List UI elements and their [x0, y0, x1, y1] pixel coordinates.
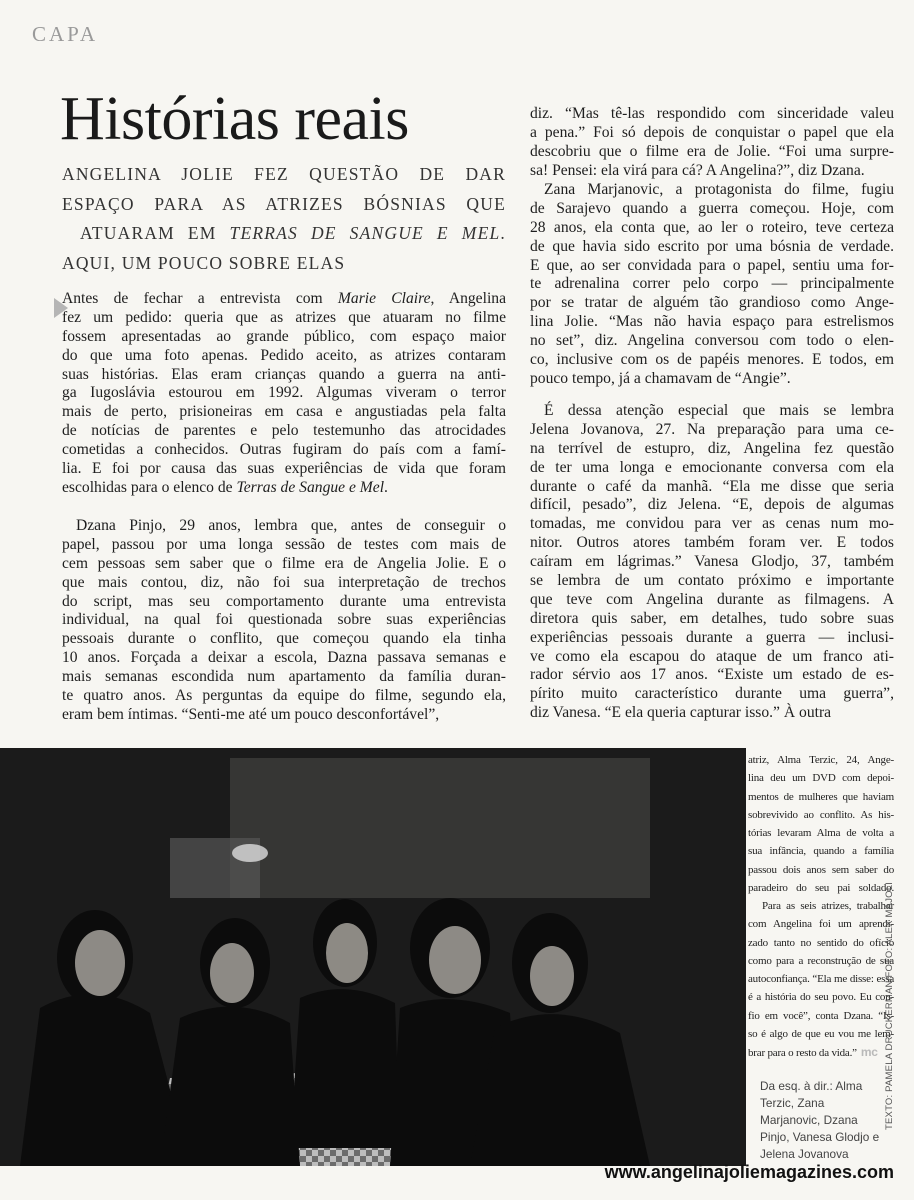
text-line-content: diretora quis saber, em detalhes, tudo sobre suas	[530, 609, 894, 627]
text-line	[530, 124, 894, 143]
text-line	[748, 788, 894, 806]
section-label: CAPA	[32, 22, 99, 46]
text-line	[748, 842, 894, 860]
text-line	[748, 897, 894, 915]
text-line-content: 10 anos. Forçada a deixar a escola, Dazna passava semanas e	[62, 649, 506, 667]
text-line-content: so é algo de que eu vou me lem-	[748, 1027, 894, 1040]
text-line	[530, 294, 894, 313]
text-line-content: rador sérvio aos 17 anos. “Existe um estado de es-	[530, 666, 894, 684]
text-line	[530, 572, 894, 591]
deck-text: ATUARAM EM	[80, 223, 230, 243]
body-paragraph-5	[530, 402, 894, 723]
text-line-content: mentos de mulheres que haviam	[748, 790, 894, 803]
text-line-content: autoconfiança. “Ela me disse: essa	[748, 973, 894, 985]
text-line-content: Para as seis atrizes, trabalhar	[762, 900, 894, 912]
text-line	[62, 460, 506, 479]
text-line-content: eram bem íntimas. “Senti-me até um pouco desconfortável”,	[62, 705, 440, 723]
text-line	[62, 441, 506, 460]
body-paragraph-4	[530, 181, 894, 389]
text-line-content: Jelena Jovanova, 27. Na preparação para uma ce-	[530, 420, 894, 438]
body-paragraph-2	[62, 517, 506, 725]
text-line-content: individual, na qual foi questionada sobre suas experiências	[62, 611, 506, 629]
text-line	[748, 952, 894, 970]
text-line-content: E que, ao ser convidada para o papel, sentiu uma for-	[530, 256, 894, 274]
text-line	[530, 515, 894, 534]
text-line-content: se lembra de um contato próximo e importante	[530, 572, 894, 590]
text-line-content: Dzana Pinjo, 29 anos, lembra que, antes de conseguir o	[76, 517, 506, 534]
text-line-content: fio em você”, conta Dzana. “Is-	[748, 1009, 894, 1022]
deck-line	[62, 190, 506, 220]
text-line	[62, 611, 506, 630]
text-line	[748, 1007, 894, 1025]
text-line-content: lina deu um DVD com depoi-	[748, 772, 894, 785]
text-line	[530, 257, 894, 276]
text-line	[748, 970, 894, 988]
text-line-content: que mais contou, diz, não foi sua interpretação de trechos	[62, 573, 506, 591]
body-paragraph-1	[62, 290, 506, 498]
text-line-content: descobriu que o filme era de Jolie. “Foi uma surpre-	[530, 142, 894, 160]
text-line-content: que teve com Angelina durante as filmagens. A	[530, 590, 894, 608]
text-line-content: na terrível de estupro, diz, Angelina fez questão	[530, 439, 894, 457]
watermark-url: www.angelinajoliemagazines.com	[604, 1162, 894, 1182]
film-title: TERRAS DE SANGUE E MEL	[229, 223, 501, 243]
text-line-content: cometidas a conhecidos. Outras fugiram do país com a famí-	[62, 441, 506, 459]
text-line	[530, 666, 894, 685]
text-line	[530, 704, 894, 723]
text-line-content: a pena.” Foi só depois de conquistar o papel que ela	[530, 123, 894, 141]
text-line-content: atriz, Alma Terzic, 24, Ange-	[748, 754, 894, 766]
cast-photo	[0, 748, 746, 1166]
text-line	[530, 648, 894, 667]
text-line	[530, 200, 894, 219]
text-line	[530, 685, 894, 704]
text-line	[62, 328, 506, 347]
deck-line	[62, 160, 506, 190]
text-line	[530, 478, 894, 497]
deck-text: ANGELINA JOLIE FEZ QUESTÃO DE DAR	[62, 164, 506, 184]
text-line	[62, 574, 506, 593]
text-line	[62, 555, 506, 574]
text-line-content: suas histórias. Elas eram crianças quando a guerra na anti-	[62, 365, 506, 383]
text-line	[62, 347, 506, 366]
text-line-content: sobrevivido ao conflito. As his-	[748, 808, 894, 821]
text-line	[530, 143, 894, 162]
text-line-content: pírito muito característico durante uma guerra”,	[530, 685, 894, 703]
text-line-content: tomadas, me convidou para ver as cenas num mo-	[530, 515, 894, 533]
text-line	[530, 351, 894, 370]
end-mark-logo: mc	[860, 1045, 878, 1059]
text-line	[62, 384, 506, 403]
text-line	[62, 290, 506, 309]
text-line-content: do que uma foto apenas. Pedido aceito, as atrizes contaram	[62, 346, 506, 364]
text-line	[62, 366, 506, 385]
text-line	[748, 751, 894, 769]
text-line-content: no set”, diz. Angelina conversou com todo o elen-	[530, 332, 894, 350]
text-line	[62, 403, 506, 422]
text-line-content: ve como ela escapou do ataque de um franco ati-	[530, 647, 894, 665]
text-line	[748, 1025, 894, 1043]
text-line-content: pessoais durante o conflito, que começou quando ela tinha	[62, 630, 506, 648]
text-line-content: durante o café da manhã. “Ela me disse que seria	[530, 477, 894, 495]
article-deck	[62, 160, 506, 278]
text-line	[62, 649, 506, 668]
text-line	[530, 332, 894, 351]
text-line	[530, 313, 894, 332]
text-line	[748, 769, 894, 787]
text-line	[748, 915, 894, 933]
text-line-content: diz Vanesa. “E ela queria capturar isso.” À outra	[530, 704, 832, 722]
text-line	[62, 422, 506, 441]
text-line-content: co, inclusive com os de papéis menores. E todos, em	[530, 351, 894, 369]
text-line-content: 28 anos, ela conta que, ao ler o roteiro, teve certeza	[530, 218, 894, 236]
body-paragraph-3	[530, 105, 894, 181]
text-line	[530, 181, 894, 200]
text-line-content: te adrenalina correr pelo corpo — principalmente	[530, 275, 894, 293]
text-line-content: com Angelina foi um aprendi-	[748, 918, 894, 931]
text-line	[530, 591, 894, 610]
text-line	[62, 309, 506, 328]
body-paragraph-6	[748, 751, 894, 1061]
deck-line	[62, 219, 506, 249]
text-line-content: fez um pedido: queria que as atrizes que atuaram no filme	[62, 308, 506, 326]
text-line-content: lina Jolie. “Mas não havia espaço para estrelismos	[530, 313, 894, 331]
text-line	[748, 824, 894, 842]
deck-text: ESPAÇO PARA AS ATRIZES BÓSNIAS QUE	[62, 193, 506, 214]
text-line-content: lia. E foi por causa das suas experiências de vida que foram	[62, 460, 506, 478]
text-line	[530, 553, 894, 572]
deck-text: .	[500, 223, 506, 243]
text-line-content: nitor. Outros atores também foram ver. E todos	[530, 534, 894, 552]
text-line-content: sa! Pensei: ela virá para cá? A Angelina?”, diz Dzana.	[530, 161, 865, 179]
text-line	[62, 536, 506, 555]
text-line	[748, 861, 894, 879]
text-line	[748, 988, 894, 1006]
text-line-content: de Sarajevo quando a guerra começou. Hoje, com	[530, 199, 894, 217]
text-line-content: mais semanas escondida num apartamento da família duran-	[62, 668, 506, 686]
deck-text	[80, 223, 506, 243]
deck-text: AQUI, UM POUCO SOBRE ELAS	[62, 252, 346, 273]
text-line-content: brar para o resto da vida.” mc	[748, 1045, 878, 1059]
text-line	[530, 440, 894, 459]
text-line-content: fossem apresentadas ao grande público, com espaço maior	[62, 327, 506, 345]
text-line-content: do script, mas seu comportamento durante uma entrevista	[62, 592, 506, 610]
text-line-content: tórias levaram Alma de volta a	[748, 827, 894, 839]
text-line	[530, 219, 894, 238]
text-line	[748, 934, 894, 952]
text-line	[62, 668, 506, 687]
text-line-content: de notícias de parentes e pelo testemunho das atrocidades	[62, 422, 506, 440]
article-title: Histórias reais	[60, 85, 409, 153]
text-line	[62, 517, 506, 536]
text-line	[530, 370, 894, 389]
text-line-content: caíram em lágrimas.” Vanesa Glodjo, 37, também	[530, 553, 894, 571]
text-line-content: como para a reconstrução de sua	[748, 954, 894, 967]
text-line	[748, 879, 894, 897]
text-line	[530, 459, 894, 478]
deck-line	[62, 249, 506, 279]
text-line-content: cem pessoas sem saber que o filme era de Angelia Jolie. E o	[62, 554, 506, 572]
text-line-content: zado tanto no sentido do ofício	[748, 936, 894, 949]
text-line-content: é a história do seu povo. Eu con-	[748, 991, 894, 1004]
text-line-content: sua infância, quando a família	[748, 845, 894, 858]
photo-illustration	[0, 748, 746, 1166]
text-line-content: papel, passou por uma longa sessão de testes com mais de	[62, 535, 506, 553]
text-line	[530, 421, 894, 440]
text-line-content: paradeiro do seu pai soldado.	[748, 881, 894, 894]
text-line-content: escolhidas para o elenco de Terras de Sangue e Mel.	[62, 478, 388, 496]
text-line	[530, 610, 894, 629]
text-line	[530, 534, 894, 553]
text-line	[530, 238, 894, 257]
text-line-content: experiências pessoais durante a guerra — inclusi-	[530, 628, 894, 646]
text-line-content: diz. “Mas tê-las respondido com sinceridade valeu	[530, 105, 894, 122]
text-line-content: difícil, pesado”, diz Jelena. “E, depois de algumas	[530, 496, 894, 514]
text-line	[62, 687, 506, 706]
text-line-content: Antes de fechar a entrevista com Marie Claire, Angelina	[62, 290, 506, 307]
text-line-content: Zana Marjanovic, a protagonista do filme, fugiu	[544, 181, 894, 198]
text-line	[62, 630, 506, 649]
text-line	[530, 496, 894, 515]
text-line	[748, 806, 894, 824]
text-line-content: de ter uma longa e emocionante conversa com ela	[530, 458, 894, 476]
text-line-content: por se tratar de alguém tão grandioso como Ange-	[530, 294, 894, 312]
text-line	[530, 275, 894, 294]
text-line	[530, 162, 894, 181]
text-line-content: passou dois anos sem saber do	[748, 863, 894, 876]
photo-caption: Da esq. à dir.: Alma Terzic, Zana Marjanovic, Dzana Pinjo, Vanesa Glodjo e Jelena Jovanova	[760, 1079, 880, 1161]
text-line	[530, 105, 894, 124]
text-line	[62, 479, 506, 498]
photo-credit: TEXTO: PAMELA DRUCKERMAN/FOTO: ALEX MAJOLI	[884, 881, 895, 1130]
text-line	[62, 593, 506, 612]
text-line-content: pouco tempo, já a chamavam de “Angie”.	[530, 369, 791, 387]
text-line-content: de que havia sido escrito por uma bósnia de verdade.	[530, 237, 894, 255]
text-line-content: mais de perto, prisioneiras em casa e angustiadas pela falta	[62, 403, 506, 421]
text-line	[530, 629, 894, 648]
text-line-content: É dessa atenção especial que mais se lembra	[544, 402, 894, 419]
text-line-content: te quatro anos. As perguntas da equipe do filme, segundo ela,	[62, 687, 506, 705]
text-line	[62, 706, 506, 725]
text-line-content: ga Iugoslávia estourou em 1992. Algumas viveram o terror	[62, 384, 506, 402]
text-line	[530, 402, 894, 421]
text-line	[748, 1043, 894, 1061]
